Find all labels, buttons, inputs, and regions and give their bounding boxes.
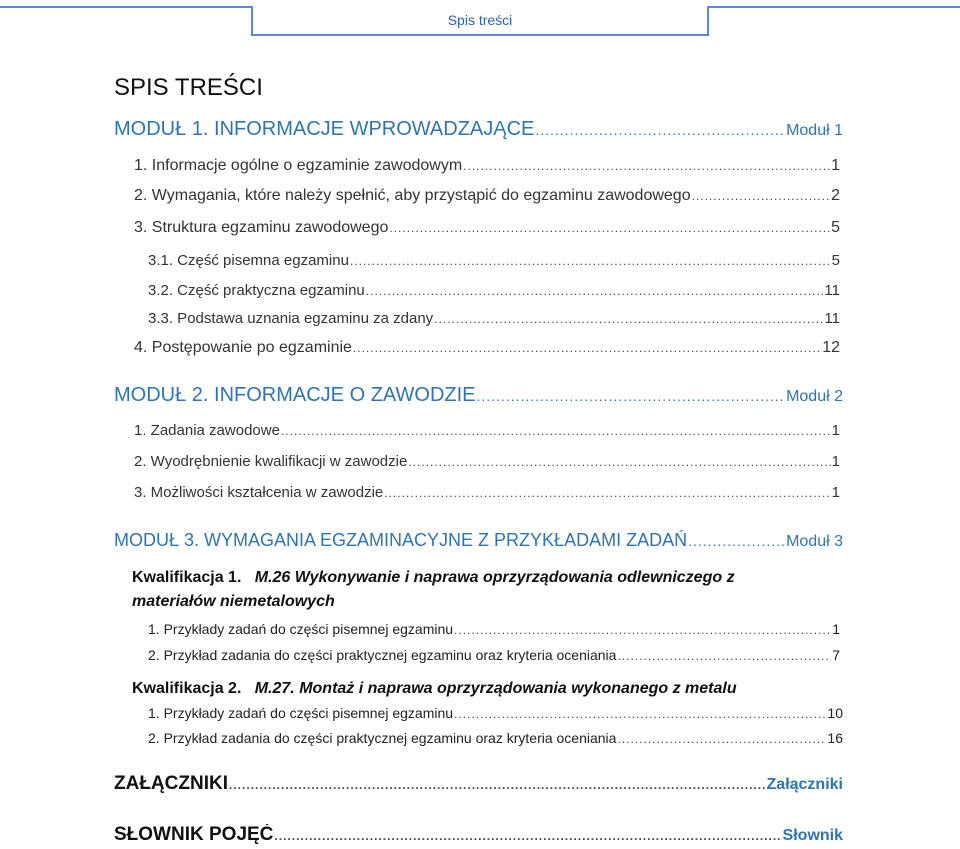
- toc-entry[interactable]: [0, 157, 840, 175]
- toc-entry-label: 3. Struktura egzaminu zawodowego: [134, 219, 389, 236]
- dot-leader: [617, 732, 826, 746]
- toc-entry-label: 1. Informacje ogólne o egzaminie zawodowym: [134, 157, 463, 174]
- header-rule-right: [709, 6, 960, 8]
- toc-entry-label: 1. Zadania zawodowe: [134, 422, 280, 439]
- dot-leader: [535, 122, 785, 138]
- toc-entry-annexes[interactable]: [0, 773, 843, 795]
- toc-entry-page: 5: [831, 219, 840, 236]
- toc-entry-page: Moduł 3: [786, 533, 843, 550]
- toc-entry[interactable]: [0, 187, 840, 205]
- toc-entry-label: 1. Przykłady zadań do części pisemnej egzaminu: [148, 705, 454, 721]
- header-rule-left: [0, 6, 251, 8]
- toc-entry-label: MODUŁ 2. INFORMACJE O ZAWODZIE: [114, 384, 476, 406]
- toc-entry-label: 3. Możliwości kształcenia w zawodzie: [134, 484, 384, 501]
- toc-entry-label: 3.2. Część praktyczna egzaminu: [148, 282, 365, 299]
- toc-entry-page: 7: [832, 647, 840, 663]
- toc-title: SPIS TREŚCI: [114, 74, 263, 101]
- dot-leader: [617, 649, 831, 663]
- toc-entry-module-3[interactable]: [0, 530, 843, 558]
- toc-entry-module-1[interactable]: [0, 118, 843, 146]
- dot-leader: [229, 778, 766, 792]
- dot-leader: [350, 254, 831, 268]
- header-title: Spis treści: [447, 12, 513, 28]
- dot-leader: [454, 623, 831, 637]
- dot-leader: [463, 159, 830, 173]
- toc-entry-page: 1: [831, 484, 840, 501]
- toc-entry-label: 2. Wymagania, które należy spełnić, aby przystąpić do egzaminu zawodowego: [134, 187, 691, 204]
- toc-entry[interactable]: [0, 219, 840, 237]
- qualification-1-heading: [132, 566, 832, 614]
- dot-leader: [281, 424, 831, 438]
- toc-entry-label: MODUŁ 1. INFORMACJE WPROWADZAJĄCE: [114, 118, 535, 140]
- dot-leader: [688, 533, 785, 549]
- toc-entry[interactable]: [0, 730, 843, 746]
- dot-leader: [384, 486, 830, 500]
- toc-entry-page: 11: [824, 310, 840, 327]
- toc-entry[interactable]: [0, 453, 840, 470]
- toc-entry-page: 1: [832, 621, 840, 637]
- toc-entry-page: 16: [827, 730, 843, 746]
- dot-leader: [389, 221, 830, 235]
- qualification-name: Montaż i naprawa oprzyrządowania wykonanego z metalu: [299, 680, 737, 697]
- toc-entry-page: Załączniki: [766, 776, 843, 793]
- dot-leader: [408, 455, 830, 469]
- toc-entry-label: 2. Wyodrębnienie kwalifikacji w zawodzie: [134, 453, 408, 470]
- toc-entry-label: 1. Przykłady zadań do części pisemnej egzaminu: [148, 621, 454, 637]
- toc-entry[interactable]: [0, 484, 840, 501]
- toc-entry-page: 11: [824, 282, 840, 299]
- dot-leader: [366, 284, 824, 298]
- toc-entry[interactable]: [0, 621, 840, 637]
- dot-leader: [454, 707, 826, 721]
- toc-entry-page: 5: [831, 252, 840, 269]
- toc-entry-label: 3.1. Część pisemna egzaminu: [148, 252, 349, 269]
- toc-entry[interactable]: [0, 422, 840, 439]
- qualification-name: Wykonywanie i naprawa oprzyrządowania odlewniczego z: [294, 569, 735, 586]
- toc-entry-page: 1: [831, 453, 840, 470]
- qualification-name-cont: materiałów niemetalowych: [132, 593, 335, 610]
- toc-entry-page: 2: [831, 187, 840, 204]
- qualification-prefix: Kwalifikacja 2.: [132, 680, 242, 697]
- dot-leader: [353, 341, 821, 355]
- dot-leader: [274, 829, 781, 843]
- toc-entry-glossary[interactable]: [0, 824, 843, 846]
- toc-entry-label: 4. Postępowanie po egzaminie: [134, 339, 352, 356]
- toc-entry[interactable]: [0, 647, 840, 663]
- toc-entry-label: MODUŁ 3. WYMAGANIA EGZAMINACYJNE Z PRZYKŁADAMI ZADAŃ: [114, 530, 688, 550]
- toc-entry-label: ZAŁĄCZNIKI: [114, 773, 228, 794]
- toc-entry[interactable]: [0, 339, 840, 357]
- dot-leader: [477, 388, 786, 404]
- toc-entry-page: 1: [831, 157, 840, 174]
- qualification-code: M.27.: [254, 680, 295, 697]
- toc-entry-page: Moduł 1: [786, 122, 843, 139]
- toc-entry-page: 10: [827, 705, 843, 721]
- toc-entry-label: SŁOWNIK POJĘĆ: [114, 824, 274, 845]
- dot-leader: [692, 189, 831, 203]
- qualification-2-heading: [132, 677, 832, 701]
- qualification-prefix: Kwalifikacja 1.: [132, 569, 242, 586]
- toc-entry-page: Słownik: [782, 827, 843, 844]
- dot-leader: [434, 312, 823, 326]
- toc-entry-page: 12: [822, 339, 840, 356]
- toc-entry[interactable]: [0, 252, 840, 269]
- toc-entry-label: 3.3. Podstawa uznania egzaminu za zdany: [148, 310, 434, 327]
- toc-entry-label: 2. Przykład zadania do części praktycznej egzaminu oraz kryteria oceniania: [148, 647, 617, 663]
- page-header: [251, 6, 709, 36]
- toc-entry[interactable]: [0, 705, 843, 721]
- toc-entry-module-2[interactable]: [0, 384, 843, 412]
- toc-entry[interactable]: [0, 282, 840, 299]
- toc-entry-page: 1: [831, 422, 840, 439]
- toc-entry-label: 2. Przykład zadania do części praktycznej egzaminu oraz kryteria oceniania: [148, 730, 617, 746]
- toc-entry-page: Moduł 2: [786, 388, 843, 405]
- toc-entry[interactable]: [0, 310, 840, 327]
- qualification-code: M.26: [254, 569, 291, 586]
